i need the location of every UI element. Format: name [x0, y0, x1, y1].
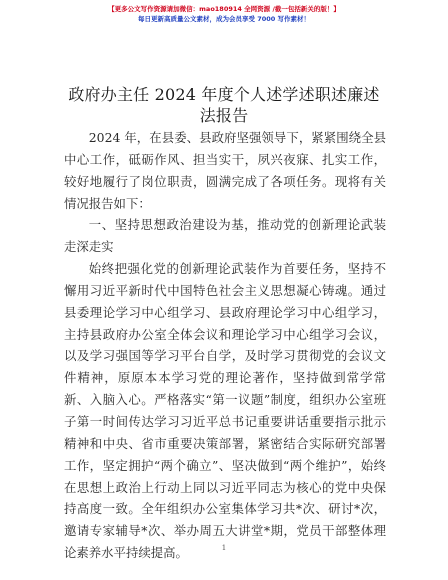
promo-banner-line-2: 每日更新高质量公文素材，成为会员享受 7000 写作素材！ — [137, 15, 311, 23]
document-title: 政府办主任 2024 年度个人述学述职述廉述法报告 — [68, 85, 380, 125]
promo-banner — [0, 4, 448, 24]
body-paragraph: 始终把强化党的创新理论武装作为首要任务，坚持不懈用习近平新时代中国特色社会主义思想凝心铸魂。通过县委理论学习中心组学习、县政府理论学习中心组学习，主持县政府办公室全体会议和理论学习中心组学习会议，以及学习强国等学习平台自学，及时学习贯彻党的会议文件精神，原原本本学习党的理论著作，坚持做到常学常新、入脑入心。严格落实“第一议题”制度，组织办公室班子第一时间传达学习习近平总书记重要讲话重要指示批示精神和中央、省市重要决策部署，紧密结合实际研究部署工作，坚定拥护“两个确立”、坚决做到“两个维护”，始终在思想上政治上行动上同以习近平同志为核心的党中央保持高度一致。全年组织办公室集体学习共*次、研讨*次，邀请专家辅导*次、举办周五大讲堂*期，党员干部整体理论素养水平持续提高。 — [64, 261, 386, 561]
document-body — [64, 127, 386, 564]
section-heading: 一、坚持思想政治建设为基，推动党的创新理论武装走深走实 — [64, 217, 386, 255]
intro-paragraph: 2024 年，在县委、县政府坚强领导下，紧紧围绕全县中心工作，砥砺作风、担当实干，夙兴夜寐、扎实工作，较好地履行了岗位职责，圆满完成了各项任务。现将有关情况报告如下： — [64, 130, 386, 211]
page-number: 1 — [221, 544, 227, 552]
promo-banner-line-1: 【更多公文写作资源请加微信：mao180914 全网资源 /截一包括新关的版！】 — [108, 5, 340, 13]
